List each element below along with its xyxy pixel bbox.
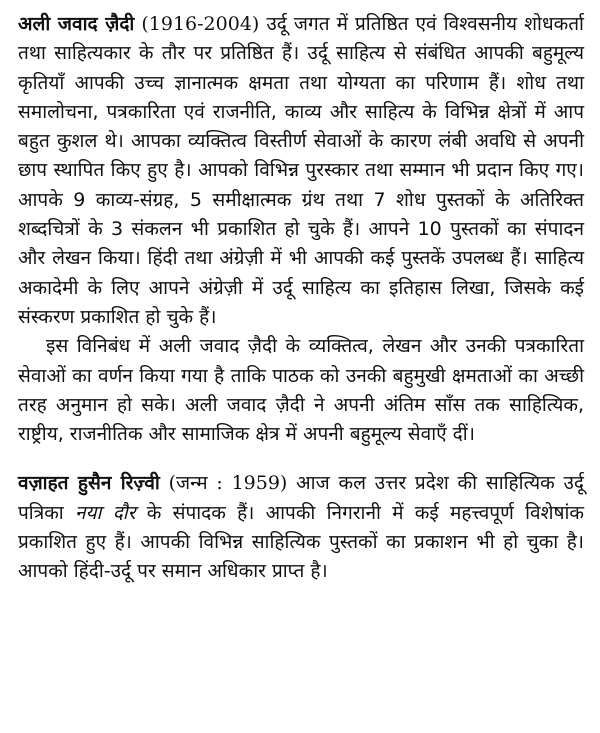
editor-text-a: आज कल उत्तर प्रदेश की साहित्यिक उर्दू पत्रिका <box>18 472 585 524</box>
author-years: (1916-2004) <box>141 13 260 35</box>
document-page <box>18 10 584 587</box>
author-name: अली जवाद ज़ैदी <box>18 13 135 35</box>
description-text: इस विनिबंध में अली जवाद ज़ैदी के व्यक्तित्व, लेखन और उनकी पत्रकारिता सेवाओं का वर्णन किया गया है ताकि पाठक को उनकी बहुमुखी क्षमताओं का अच्छी तरह अनुमान हो सके। अली जवाद ज़ैदी ने अपनी अंतिम साँस तक साहित्यिक, राष्ट्रीय, राजनीतिक और सामाजिक क्षेत्र में अपनी बहुमूल्य सेवाएँ दीं। <box>18 335 584 446</box>
editor-name: वज़ाहत हुसैन रिज़्वी <box>18 472 160 495</box>
bio-ali-jawad-zaidi <box>18 10 584 332</box>
editor-text-b: के संपादक हैं। आपकी निगरानी में कई महत्त्वपूर्ण विशेषांक प्रकाशित हुए हैं। आपकी विभिन्न साहित्यिक पुस्तकों का प्रकाशन भी हो चुका है। आपको हिंदी-उर्दू पर समान अधिकार प्राप्त है। <box>18 501 584 583</box>
monograph-description <box>18 332 584 449</box>
bio-wazahat-husain-rizvi <box>18 469 584 586</box>
bio-text: उर्दू जगत में प्रतिष्ठित एवं विश्वसनीय शोधकर्ता तथा साहित्यकार के तौर पर प्रतिष्ठित हैं। उर्दू साहित्य से संबंधित आपकी बहुमूल्य कृतियाँ आपकी उच्च ज्ञानात्मक क्षमता तथा योग्यता का परिणाम हैं। शोध तथा समालोचना, पत्रकारिता एवं राजनीति, काव्य और साहित्य के विभिन्न क्षेत्रों में आप बहुत कुशल थे। आपका व्यक्तित्व विस्तीर्ण सेवाओं के कारण लंबी अवधि से अपनी छाप स्थापित किए हुए है। आपको विभिन्न पुरस्कार तथा सम्मान भी प्रदान किए गए। आपके 9 काव्य-संग्रह, 5 समीक्षात्मक ग्रंथ तथा 7 शोध पुस्तकों के अतिरिक्त शब्दचित्रों के 3 संकलन भी प्रकाशित हो चुके हैं। आपने 10 पुस्तकों का संपादन और लेखन किया। हिंदी तथा अंग्रेज़ी में भी आपकी कई पुस्तकें उपलब्ध हैं। साहित्य अकादेमी के लिए आपने अंग्रेज़ी में उर्दू साहित्य का इतिहास लिखा, जिसके कई संस्करण प्रकाशित हो चुके हैं। <box>18 13 584 328</box>
section-gap <box>18 449 584 469</box>
editor-years: (जन्म : 1959) <box>168 472 288 495</box>
magazine-title: नया दौर <box>74 501 136 524</box>
